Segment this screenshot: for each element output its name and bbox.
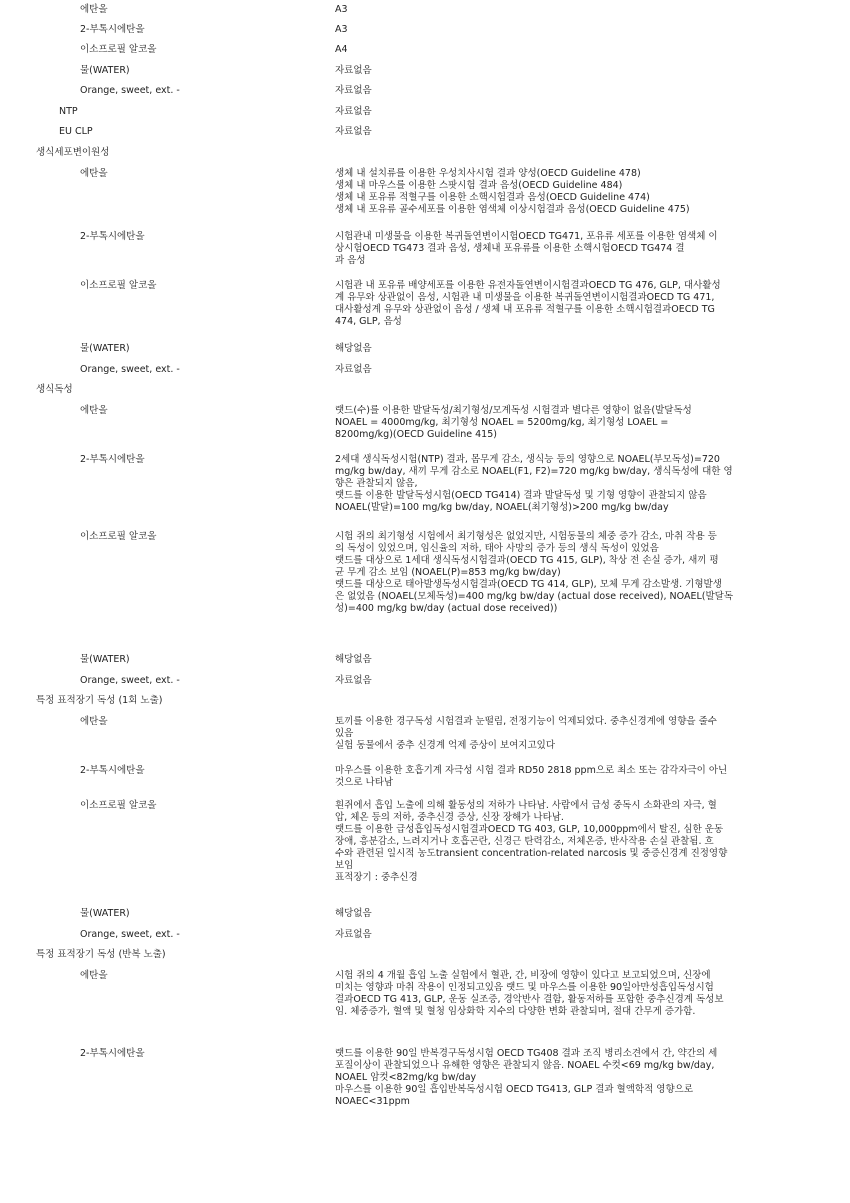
item-label: 2-부톡시에탄올 [80, 1048, 145, 1059]
item-value: 자료없음 [335, 85, 372, 96]
item-label: 에탄올 [80, 716, 108, 727]
item-value: 랫드를 이용한 90일 반복경구독성시험 OECD TG408 결과 조직 병리소견에서 간, 약간의 세 포질이상이 관찰되었으나 유해한 영향은 관찰되지 않음. NOAEL 수컷<69 mg/kg bw/day, NOAEL 암컷<82mg/kg bw/day 마우스를 이용한 90일 흡입반복독성시험 OECD TG413, GLP 결과 혈액학적 영향으로 NOAEC<31ppm [335, 1048, 718, 1107]
item-label: 물(WATER) [80, 343, 130, 354]
item-value: A3 [335, 4, 348, 15]
section-title: 생식독성 [36, 384, 73, 395]
item-value: 자료없음 [335, 126, 372, 137]
item-label: 물(WATER) [80, 65, 130, 76]
item-value: 시험관 내 포유류 배양세포를 이용한 유전자돌연변이시험결과OECD TG 476, GLP, 대사활성 계 유무와 상관없이 음성, 시험관 내 미생물을 이용한 복귀돌연변이시험결과OECD TG 471, 대사활성계 유무와 상관없이 음성 / 생체 내 포유류 적혈구를 이용한 소핵시험결과OECD TG 474, GLP, 음성 [335, 280, 721, 327]
item-label: 이소프로필 알코올 [80, 44, 157, 55]
item-value: 2세대 생식독성시험(NTP) 결과, 몸무게 감소, 생식능 등의 영향으로 NOAEL(부모독성)=720 mg/kg bw/day, 새끼 무게 감소로 NOAEL(F1, F2)=720 mg/kg bw/day, 생식독성에 대한 영 향은 관찰되지 않음, 랫드를 이용한 발달독성시험(OECD TG414) 결과 발달독성 및 기형 영향이 관찰되지 않음 NOAEL(발달)=100 mg/kg bw/day, NOAEL(최기형성)>200 mg/kg bw/day [335, 454, 733, 513]
section-title: 생식세포변이원성 [36, 147, 110, 158]
item-value: 생체 내 설치류를 이용한 우성치사시험 결과 양성(OECD Guideline 478) 생체 내 마우스를 이용한 스팟시험 결과 음성(OECD Guideline 484) 생체 내 포유류 적혈구를 이용한 소핵시험결과 음성(OECD Guideline 474) 생체 내 포유류 골수세포를 이용한 염색체 이상시험결과 음성(OECD Guideline 475) [335, 168, 690, 215]
item-label: 이소프로필 알코올 [80, 531, 157, 542]
item-label: Orange, sweet, ext. - [80, 675, 180, 686]
item-value: 시험 쥐의 최기형성 시험에서 최기형성은 없었지만, 시험동물의 체중 증가 감소, 마취 작용 등 의 독성이 있었으며, 임신율의 저하, 태아 사망의 증가 등의 생식 독성이 있었음 랫드를 대상으로 1세대 생식독성시험결과(OECD TG 415, GLP), 착상 전 손실 증가, 새끼 평 균 무게 감소 보임 (NOAEL(P)=853 mg/kg bw/day) 랫드를 대상으로 태아발생독성시험결과(OECD TG 414, GLP), 모체 무게 감소발생. 기형발생 은 없었음 (NOAEL(모체독성)=400 mg/kg bw/day (actual dose received), NOAEL(발달독 성)=400 mg/kg bw/day (actual dose received)) [335, 531, 734, 614]
item-value: 해당없음 [335, 343, 372, 354]
item-label: 2-부톡시에탄올 [80, 24, 145, 35]
item-value: 자료없음 [335, 106, 372, 117]
item-label: 에탄올 [80, 168, 108, 179]
item-label: EU CLP [59, 126, 93, 137]
item-value: 마우스를 이용한 호흡기계 자극성 시험 결과 RD50 2818 ppm으로 최소 또는 감각자극이 아닌 것으로 나타남 [335, 765, 728, 788]
item-value: 자료없음 [335, 929, 372, 940]
item-value: 자료없음 [335, 65, 372, 76]
item-value: 토끼를 이용한 경구독성 시험결과 눈떨림, 전정기능이 억제되었다. 중추신경계에 영향을 줄수 있음 실험 동물에서 중추 신경계 억제 증상이 보여지고있다 [335, 716, 717, 751]
item-value: 시험 쥐의 4 개월 흡입 노출 실험에서 혈관, 간, 비장에 영향이 있다고 보고되었으며, 신장에 미치는 영향과 마취 작용이 인정되고있음 랫드 및 마우스를 이용한 90일아만성흡입독성시험 결과OECD TG 413, GLP, 운동 실조증, 경악반사 결함, 활동저하를 포함한 중추신경계 독성보 임. 체중증가, 혈액 및 혈청 임상화학 지수의 다양한 변화 관찰되며, 절대 간무게 증가함. [335, 970, 724, 1017]
item-label: 2-부톡시에탄올 [80, 231, 145, 242]
item-label: 2-부톡시에탄올 [80, 454, 145, 465]
item-label: Orange, sweet, ext. - [80, 364, 180, 375]
item-value: A4 [335, 44, 348, 55]
item-value: 자료없음 [335, 675, 372, 686]
item-value: 해당없음 [335, 654, 372, 665]
section-title: 특정 표적장기 독성 (반복 노출) [36, 949, 166, 960]
item-value: 흰쥐에서 흡입 노출에 의해 활동성의 저하가 나타남. 사람에서 급성 중독시 소화관의 자극, 혈 압, 체온 등의 저하, 중추신경 증상, 신장 장해가 나타남. 랫드를 이용한 급성흡입독성시험결과OECD TG 403, GLP, 10,000ppm에서 탈진, 심한 운동 장애, 흥분감소, 느려지거나 호흡곤란, 신경근 탄력감소, 저체온증, 반사작용 손실 관찰됨. 흐 수와 관련된 일시적 농도transient concentration-related narcosis 및 중증신경계 진정영향 보임 표적장기 : 중추신경 [335, 800, 728, 883]
item-value: 시험관내 미생물을 이용한 복귀돌연변이시험OECD TG471, 포유류 세포를 이용한 염색체 이 상시험OECD TG473 결과 음성, 생체내 포유류를 이용한 소핵시험OECD TG474 결 과 음성 [335, 231, 718, 266]
item-value: 랫드(수)를 이용한 발달독성/최기형성/모계독성 시험결과 별다른 영향이 없음(발달독성 NOAEL = 4000mg/kg, 최기형성 NOAEL = 5200mg/kg, 최기형성 LOAEL = 8200mg/kg)(OECD Guideline 415) [335, 405, 692, 440]
item-label: 물(WATER) [80, 908, 130, 919]
item-value: 자료없음 [335, 364, 372, 375]
item-label: 에탄올 [80, 4, 108, 15]
item-label: 물(WATER) [80, 654, 130, 665]
item-label: 에탄올 [80, 405, 108, 416]
item-value: 해당없음 [335, 908, 372, 919]
item-value: A3 [335, 24, 348, 35]
item-label: NTP [59, 106, 78, 117]
item-label: Orange, sweet, ext. - [80, 85, 180, 96]
section-title: 특정 표적장기 독성 (1회 노출) [36, 695, 163, 706]
item-label: 이소프로필 알코올 [80, 280, 157, 291]
item-label: 에탄올 [80, 970, 108, 981]
item-label: Orange, sweet, ext. - [80, 929, 180, 940]
item-label: 2-부톡시에탄올 [80, 765, 145, 776]
item-label: 이소프로필 알코올 [80, 800, 157, 811]
